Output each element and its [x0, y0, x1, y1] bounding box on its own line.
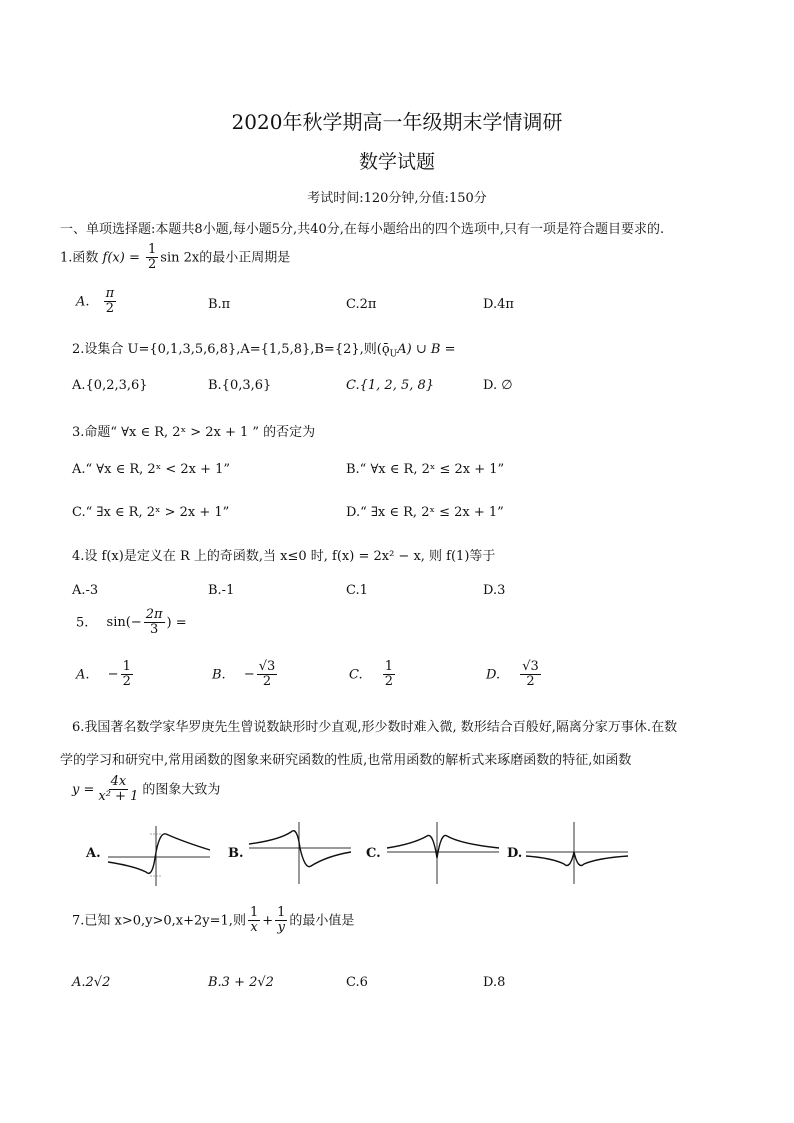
- q1-option-a: A. $\frac{\pi}{2}$: [76, 286, 115, 317]
- q4-option-c: C.1: [346, 583, 368, 598]
- q1-suffix: 的最小正周期是: [199, 250, 291, 266]
- q4-option-b: B.-1: [208, 583, 235, 598]
- q7-option-c: C.6: [346, 975, 368, 990]
- graph-c: [383, 818, 503, 888]
- question-6-line3: y = $\frac{4x}{\text{x² + 1}}$ 的图象大致为: [72, 774, 221, 805]
- q5-option-c: C. $\frac{1}{2}$: [349, 659, 394, 690]
- question-5: 5. sin(− $\frac{2\pi}{3}$ ) =: [76, 607, 187, 638]
- q7-option-b: B.3 + 2√2: [208, 975, 274, 990]
- q5-option-b: B. − $\frac{√3}{2}$: [212, 659, 276, 690]
- question-6-line2: 学的学习和研究中,常用函数的图象来研究函数的性质,也常用函数的解析式来琢磨函数的特征,如函数: [60, 753, 632, 768]
- q2-option-b: B.{0,3,6}: [208, 378, 272, 393]
- q5-option-a: A. − $\frac{1}{2}$: [76, 659, 131, 690]
- question-6-line1: 6.我国著名数学家华罗庚先生曾说数缺形时少直观,形少数时难入微, 数形结合百般好,隔离分家万事休.在数: [72, 720, 678, 735]
- q3-option-b: B.“ ∀x ∈ R, 2ˣ ≤ 2x + 1”: [346, 462, 505, 477]
- q3-option-c: C.“ ∃x ∈ R, 2ˣ > 2x + 1”: [72, 505, 230, 520]
- q1-expr: sin 2x: [160, 250, 200, 266]
- question-7: 7.已知 x>0,y>0,x+2y=1,则 $\frac{1}{x}$ + $\frac{1}{y}$ 的最小值是: [72, 905, 355, 936]
- graph-b-label: B.: [228, 846, 244, 861]
- q1-option-c: C.2π: [346, 297, 377, 312]
- graph-a-label: A.: [86, 846, 101, 861]
- exam-meta: 考试时间:120分钟,分值:150分: [307, 191, 487, 206]
- q1-fraction: $\frac{1}{2}$: [148, 242, 157, 273]
- question-3: 3.命题“ ∀x ∈ R, 2ˣ > 2x + 1 ” 的否定为: [72, 425, 316, 440]
- q7-option-a: A.2√2: [72, 975, 111, 990]
- exam-title: 2020年秋学期高一年级期末学情调研: [231, 110, 563, 134]
- q3-option-a: A.“ ∀x ∈ R, 2ˣ < 2x + 1”: [72, 462, 231, 477]
- q7-option-d: D.8: [483, 975, 506, 990]
- q1-prefix: 1.函数: [60, 250, 99, 266]
- q1-option-b: B.π: [208, 297, 231, 312]
- q2-option-c: C.{1, 2, 5, 8}: [346, 378, 435, 393]
- q1-func: f(x) =: [102, 250, 144, 266]
- graph-b: [245, 818, 355, 888]
- q5-option-d: D. $\frac{√3}{2}$: [486, 659, 539, 690]
- section-heading: 一、单项选择题:本题共8小题,每小题5分,共40分,在每小题给出的四个选项中,只有一项是符合题目要求的.: [60, 222, 665, 237]
- graph-a: [104, 820, 214, 890]
- graph-d-label: D.: [507, 846, 523, 861]
- exam-subtitle: 数学试题: [358, 151, 435, 173]
- question-1: [60, 243, 290, 273]
- graph-c-label: C.: [366, 846, 381, 861]
- q4-option-a: A.-3: [72, 583, 99, 598]
- graph-d: [522, 818, 632, 888]
- q2-option-a: A.{0,2,3,6}: [72, 378, 148, 393]
- q2-option-d: D. ∅: [483, 378, 513, 393]
- q4-option-d: D.3: [483, 583, 506, 598]
- question-4: 4.设 f(x)是定义在 R 上的奇函数,当 x≤0 时, f(x) = 2x² − x, 则 f(1)等于: [72, 549, 496, 564]
- question-2: 2.设集合 U={0,1,3,5,6,8},A={1,5,8},B={2},则$(ǭ_UA)$ ∪ B =: [72, 342, 456, 360]
- q3-option-d: D.“ ∃x ∈ R, 2ˣ ≤ 2x + 1”: [346, 505, 504, 520]
- q1-option-d: D.4π: [483, 297, 514, 312]
